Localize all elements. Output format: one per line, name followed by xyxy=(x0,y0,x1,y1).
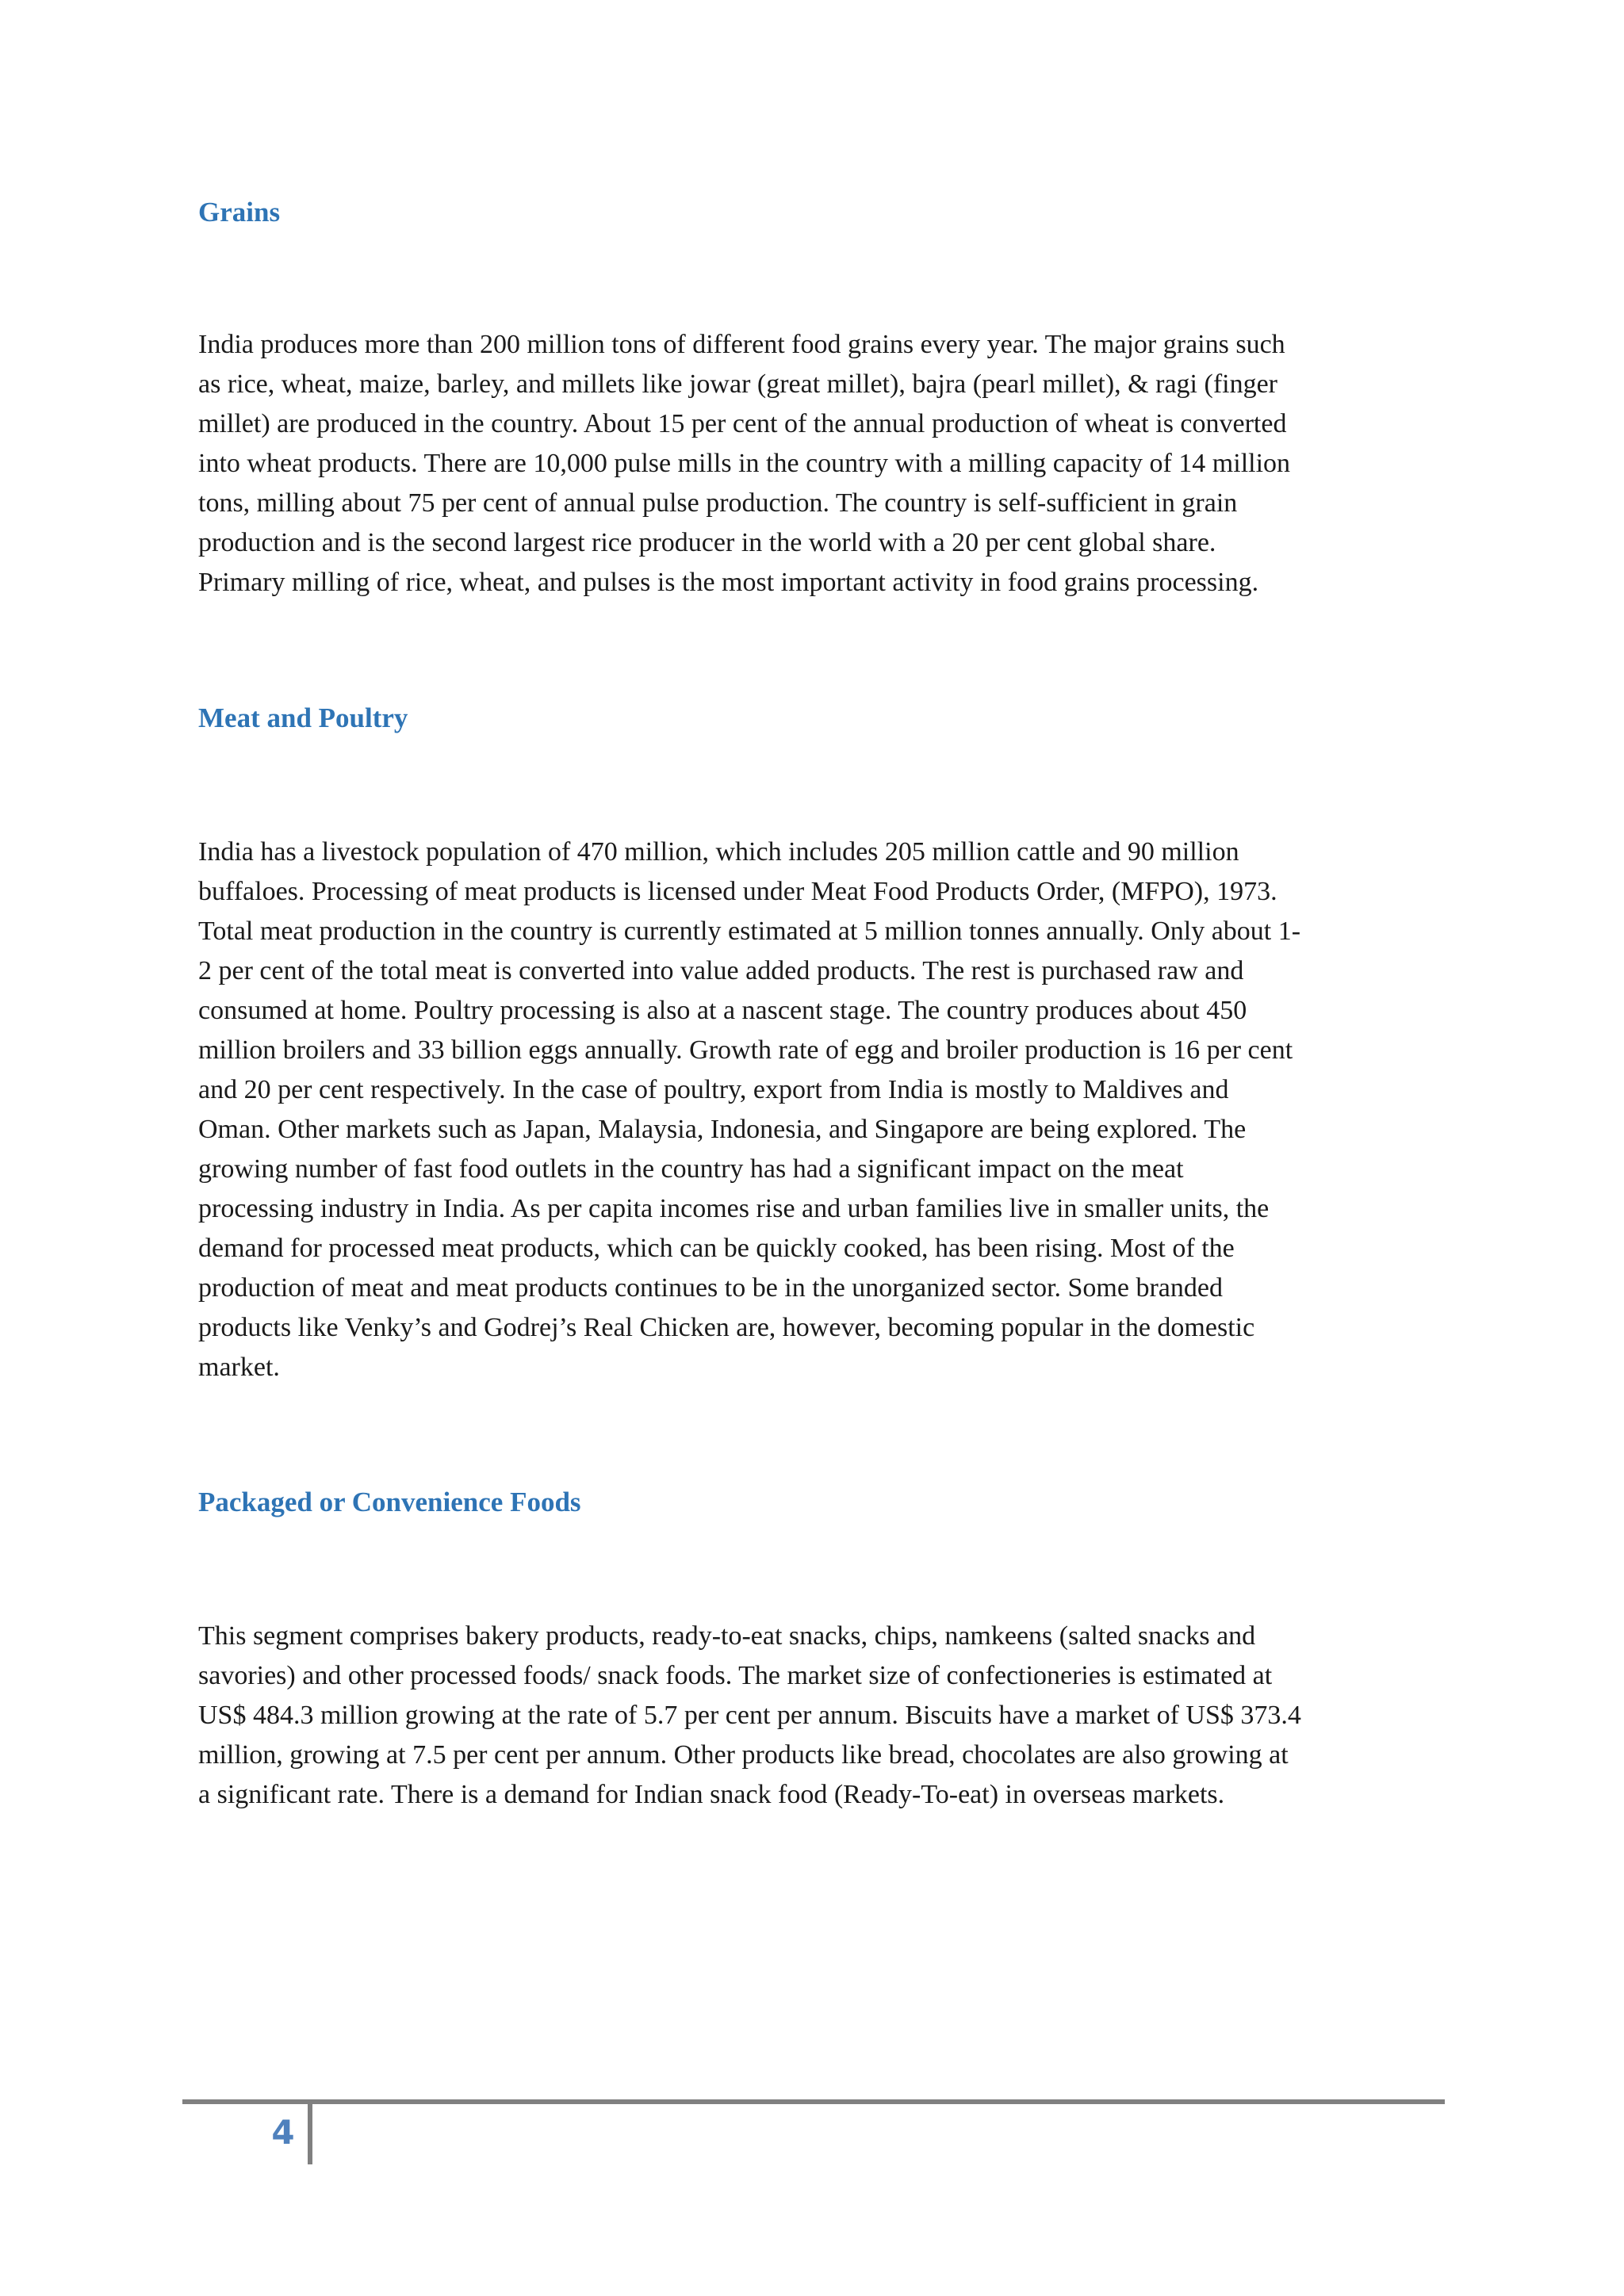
text-line: a significant rate. There is a demand for Indian snack food (Ready-To-eat) in overseas markets. xyxy=(198,1780,1225,1809)
text-line: savories) and other processed foods/ snack foods. The market size of confectioneries is estimated at xyxy=(198,1661,1273,1690)
paragraph-meat-and-poultry xyxy=(198,832,1435,1387)
paragraph-packaged-foods xyxy=(198,1617,1435,1815)
text-line: processing industry in India. As per capita incomes rise and urban families live in smaller units, the xyxy=(198,1194,1270,1223)
text-line: buffaloes. Processing of meat products is licensed under Meat Food Products Order, (MFPO), 1973. xyxy=(198,877,1277,906)
section-heading-meat-and-poultry: Meat and Poultry xyxy=(198,702,408,733)
section-heading-packaged-foods: Packaged or Convenience Foods xyxy=(198,1487,581,1517)
text-line: Oman. Other markets such as Japan, Malaysia, Indonesia, and Singapore are being explored. The xyxy=(198,1115,1247,1144)
text-line: products like Venky’s and Godrej’s Real Chicken are, however, becoming popular in the domestic xyxy=(198,1313,1255,1342)
text-line: demand for processed meat products, which can be quickly cooked, has been rising. Most of the xyxy=(198,1234,1235,1263)
text-line: market. xyxy=(198,1353,280,1382)
text-line: as rice, wheat, maize, barley, and millets like jowar (great millet), bajra (pearl millet), & ragi (finger xyxy=(198,369,1277,399)
text-line: tons, milling about 75 per cent of annual pulse production. The country is self-sufficient in grain xyxy=(198,488,1238,518)
section-heading-grains: Grains xyxy=(198,197,281,228)
text-line: consumed at home. Poultry processing is also at a nascent stage. The country produces about 450 xyxy=(198,996,1247,1025)
text-line: This segment comprises bakery products, ready-to-eat snacks, chips, namkeens (salted snacks and xyxy=(198,1621,1256,1651)
text-line: 2 per cent of the total meat is converted into value added products. The rest is purchased raw and xyxy=(198,956,1244,985)
text-line: India has a livestock population of 470 million, which includes 205 million cattle and 90 million xyxy=(198,837,1239,867)
paragraph-grains xyxy=(198,325,1435,603)
text-line: India produces more than 200 million tons of different food grains every year. The major grains such xyxy=(198,330,1285,359)
text-line: and 20 per cent respectively. In the case of poultry, export from India is mostly to Maldives and xyxy=(198,1075,1229,1104)
text-line: growing number of fast food outlets in the country has had a significant impact on the meat xyxy=(198,1154,1184,1184)
text-line: US$ 484.3 million growing at the rate of 5.7 per cent per annum. Biscuits have a market of US$ 373.4 xyxy=(198,1701,1301,1730)
page-number: 4 xyxy=(271,2113,295,2152)
text-line: production and is the second largest rice producer in the world with a 20 per cent global share. xyxy=(198,528,1216,557)
text-line: into wheat products. There are 10,000 pulse mills in the country with a milling capacity of 14 million xyxy=(198,449,1291,478)
footer-divider xyxy=(308,2104,312,2164)
text-line: million broilers and 33 billion eggs annually. Growth rate of egg and broiler production is 16 per cent xyxy=(198,1035,1293,1065)
text-line: Primary milling of rice, wheat, and pulses is the most important activity in food grains processing. xyxy=(198,568,1259,597)
text-line: million, growing at 7.5 per cent per annum. Other products like bread, chocolates are also growing at xyxy=(198,1740,1289,1770)
text-line: millet) are produced in the country. About 15 per cent of the annual production of wheat is converted xyxy=(198,409,1287,438)
footer-rule xyxy=(182,2099,1445,2104)
text-line: Total meat production in the country is currently estimated at 5 million tonnes annually. Only about 1- xyxy=(198,916,1301,946)
text-line: production of meat and meat products continues to be in the unorganized sector. Some branded xyxy=(198,1273,1223,1303)
